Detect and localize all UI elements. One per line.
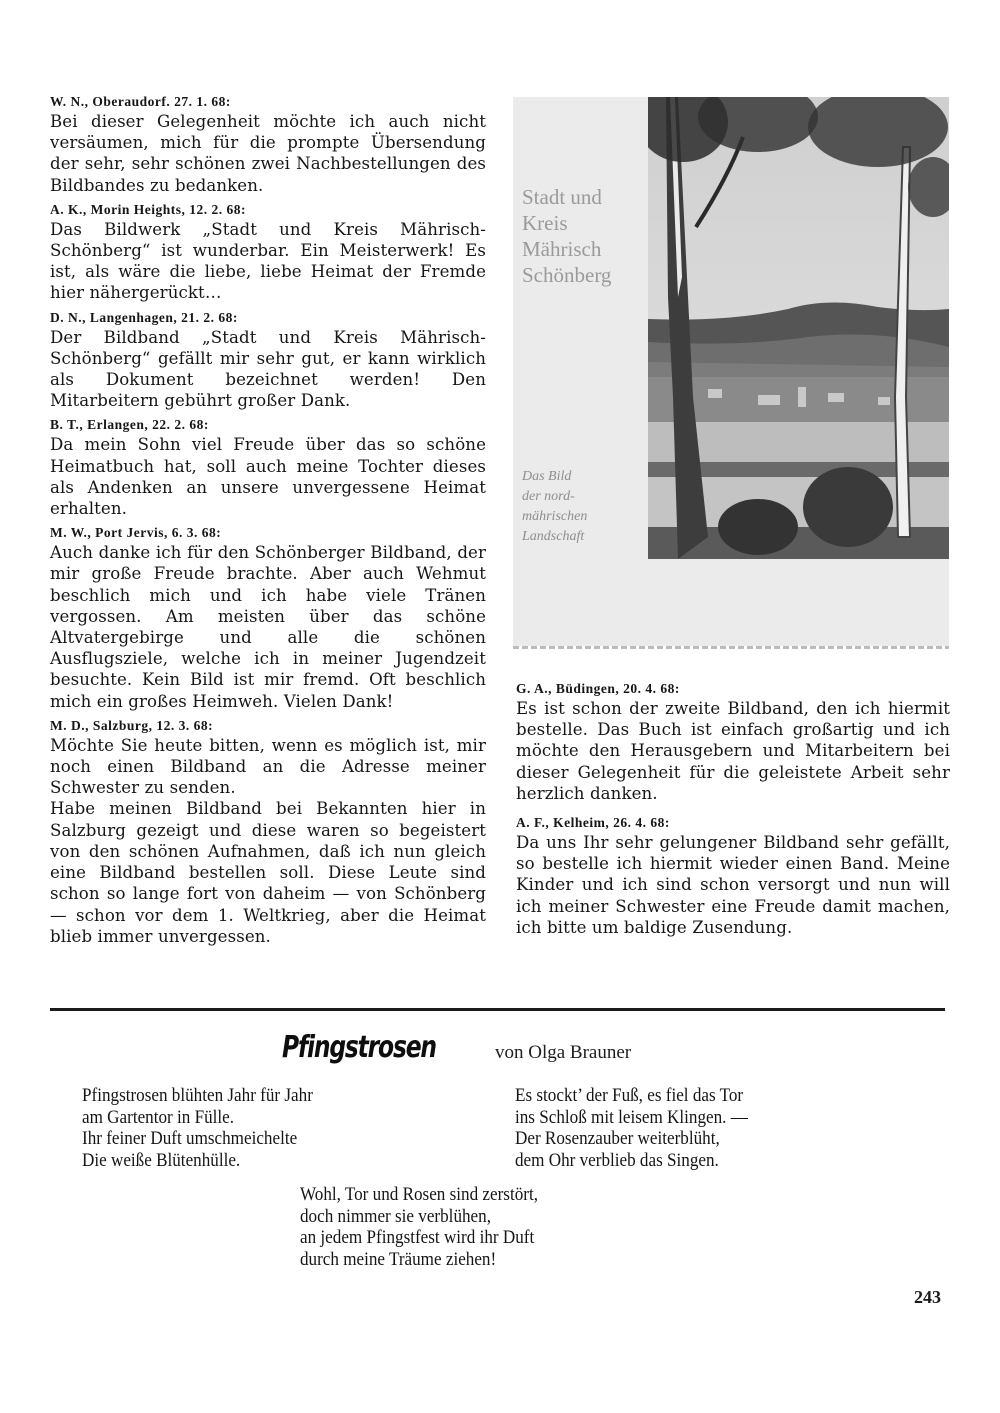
letters-left-column xyxy=(50,93,486,949)
cover-subtitle xyxy=(522,467,587,547)
poem-line: am Gartentor in Fülle. xyxy=(82,1106,235,1128)
poem-line: Ihr feiner Duft umschmeichelte xyxy=(82,1128,298,1149)
poem-line: Die weiße Blütenhülle. xyxy=(82,1149,241,1171)
poem-stanza xyxy=(515,1085,748,1171)
letter xyxy=(50,201,486,304)
poem-line: Wohl, Tor und Rosen sind zerstört, xyxy=(300,1184,539,1205)
letter-body-continued: Habe meinen Bildband bei Bekannten hier in Salzburg gezeigt und diese waren so begeistert von den schönen Aufnahmen, daß ich nun gleich eine Bildband bestellen soll. Diese Leute sind schon so lange fort von daheim — von Schönberg — schon vor dem 1. Weltkrieg, aber die Heimat blieb immer unvergessen. xyxy=(50,799,486,946)
letter-header: A. F., Kelheim, 26. 4. 68: xyxy=(516,815,670,831)
cover-subtitle-line: Das Bild xyxy=(522,469,572,484)
poem-line: an jedem Pfingstfest wird ihr Duft xyxy=(300,1227,535,1248)
poem-line: ins Schloß mit leisem Klingen. — xyxy=(515,1106,748,1128)
letter-body: Bei dieser Gelegenheit möchte ich auch nicht versäumen, mich für die prompte Übersendung der sehr, sehr schönen zwei Nachbestellungen des Bildbandes zu bedanken. xyxy=(50,112,486,195)
cover-subtitle-line: Landschaft xyxy=(522,529,585,544)
letter-header: B. T., Erlangen, 22. 2. 68: xyxy=(50,417,209,433)
page-number: 243 xyxy=(914,1287,941,1307)
cover-title-line: Kreis xyxy=(522,211,568,235)
letter xyxy=(50,524,486,712)
letter-body: Es ist schon der zweite Bildband, den ich hiermit bestelle. Das Buch ist einfach großartig und ich möchte den Herausgebern und Mitarbeitern bei dieser Gelegenheit für die geleistete Arbeit sehr herzlich danken. xyxy=(516,699,950,803)
poem-line: Der Rosenzauber weiterblüht, xyxy=(515,1128,720,1149)
letter-header: M. D., Salzburg, 12. 3. 68: xyxy=(50,717,214,733)
landscape-photo xyxy=(648,97,949,559)
letter-body: Das Bildwerk „Stadt und Kreis Mährisch-Schönberg“ ist wunderbar. Ein Meisterwerk! Es ist, als wäre die liebe, liebe Heimat der Fremde hier nähergerückt… xyxy=(50,219,486,303)
letter-body: Da uns Ihr sehr gelungener Bildband sehr gefällt, so bestelle ich hiermit wieder einen Band. Meine Kinder und ich sind schon versorgt und nun will ich meiner Schwester eine Freude damit machen, ich bitte um baldige Zusendung. xyxy=(516,833,950,937)
cover-title-line: Stadt und xyxy=(522,185,602,209)
section-divider xyxy=(50,1008,945,1011)
letter-header: G. A., Büdingen, 20. 4. 68: xyxy=(516,681,680,696)
poem-stanza xyxy=(300,1184,538,1270)
cover-title xyxy=(522,184,611,288)
letter-header: A. K., Morin Heights, 12. 2. 68: xyxy=(50,201,246,217)
cover-title-line: Schönberg xyxy=(522,263,612,287)
book-cover-image xyxy=(513,97,949,649)
letter xyxy=(50,717,486,947)
letter xyxy=(50,416,486,519)
cover-title-line: Mährisch xyxy=(522,237,602,261)
letter-body: Auch danke ich für den Schönberger Bildband, der mir große Freude brachte. Aber auch Wehmut beschlich mich und ich habe viele Tränen vergossen. Am meisten über das schöne Altvatergebirge und alle die schönen Ausflugsziele, welche ich in meiner Jugendzeit besuchte. Kein Bild ist mir fremd. Oft beschlich mich ein großes Heimweh. Vielen Dank! xyxy=(50,543,486,711)
letter-body: Der Bildband „Stadt und Kreis Mährisch-Schönberg“ gefällt mir sehr gut, er kann wirklich als Dokument bezeichnet werden! Den Mitarbeitern gebührt großer Dank. xyxy=(50,327,486,411)
poem-line: doch nimmer sie verblühen, xyxy=(300,1205,491,1227)
letter-header: W. N., Oberaudorf. 27. 1. 68: xyxy=(50,94,231,109)
poem-line: dem Ohr verblieb das Singen. xyxy=(515,1149,719,1171)
poem-line: durch meine Träume ziehen! xyxy=(300,1248,497,1270)
letter-header: M. W., Port Jervis, 6. 3. 68: xyxy=(50,525,222,541)
letter xyxy=(516,814,950,938)
letter xyxy=(516,680,950,804)
poem-author: von Olga Brauner xyxy=(495,1042,632,1063)
poem-line: Es stockt’ der Fuß, es fiel das Tor xyxy=(515,1085,744,1106)
letter-body: Da mein Sohn viel Freude über das so schöne Heimatbuch hat, soll auch meine Tochter dieses als Andenken an unsere unvergessene Heimat erhalten. xyxy=(50,435,486,519)
letter xyxy=(50,309,486,412)
letter-header: D. N., Langenhagen, 21. 2. 68: xyxy=(50,309,238,325)
letters-right-column xyxy=(516,680,950,940)
cover-subtitle-line: der nord- xyxy=(522,489,575,504)
letter xyxy=(50,93,486,196)
poem-line: Pfingstrosen blühten Jahr für Jahr xyxy=(82,1085,313,1106)
poem-title: Pfingstrosen xyxy=(282,1030,436,1065)
letter-body: Möchte Sie heute bitten, wenn es möglich ist, mir noch einen Bildband an die Adresse meiner Schwester zu senden. xyxy=(50,735,486,798)
poem-stanza xyxy=(82,1085,313,1171)
cover-subtitle-line: mährischen xyxy=(522,509,588,524)
